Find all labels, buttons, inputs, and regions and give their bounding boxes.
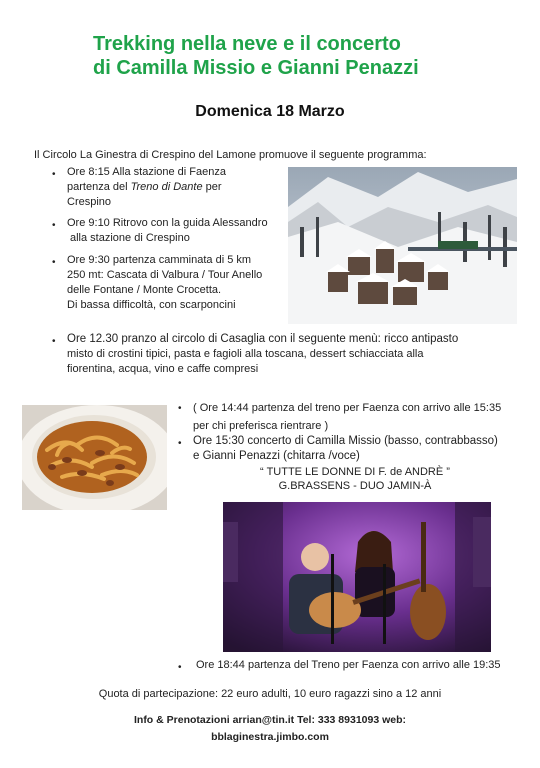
pasta-e-fagioli-photo	[22, 405, 167, 510]
bullet-dot-2: •	[52, 220, 56, 231]
price-info: Quota di partecipazione: 22 euro adulti, 10 euro ragazzi sino a 12 anni	[98, 688, 442, 700]
contact-info: Info & Prenotazioni arrian@tin.it Tel: 333 8931093 web: bblaginestra.jimbo.com	[0, 712, 540, 746]
bullet-dot-4: •	[52, 336, 56, 347]
bullet-dot-1: •	[52, 169, 56, 180]
bullet-dot-3: •	[52, 257, 56, 268]
bullet-dot-7: •	[178, 662, 182, 673]
website-link[interactable]: bblaginestra.jimbo.com	[211, 731, 329, 743]
program-item-3: Ore 9:30 partenza camminata di 5 km 250 mt: Cascata di Valbura / Tour Anello delle Fontane / Monte Crocetta. Di bassa difficoltà, con scarponcini	[67, 254, 263, 311]
page-title	[93, 32, 419, 80]
bullet-dot-6: •	[178, 438, 182, 449]
concert-duo-photo	[223, 502, 491, 652]
event-date: Domenica 18 Marzo	[195, 103, 345, 120]
program-item-4: Ore 12.30 pranzo al circolo di Casaglia con il seguente menù: ricco antipasto misto di crostini tipici, pasta e fagioli alla toscana, dessert schiacciata alla fiorentina, acqua, vino e caffe compresi	[67, 333, 459, 375]
title-line-2: di Camilla Missio e Gianni Penazzi	[93, 57, 419, 79]
title-line-1: Trekking nella neve e il concerto	[93, 33, 401, 55]
program-item-5: ( Ore 14:44 partenza del treno per Faenza con arrivo alle 15:35 per chi preferisca rientrare )	[193, 402, 502, 432]
concert-title: “ TUTTE LE DONNE DI F. de ANDRÈ ” G.BRASSENS - DUO JAMIN-À	[260, 466, 450, 492]
program-item-2: Ore 9:10 Ritrovo con la guida Alessandro alla stazione di Crespino	[67, 217, 268, 244]
program-item-6: Ore 15:30 concerto di Camilla Missio (basso, contrabbasso) e Gianni Penazzi (chitarra /voce)	[193, 435, 498, 462]
program-item-1: Ore 8:15 Alla stazione di Faenza partenza del Treno di Dante per Crespino	[67, 166, 226, 208]
bullet-dot-5: •	[178, 403, 182, 414]
snowy-village-photo	[288, 167, 517, 324]
program-item-7: Ore 18:44 partenza del Treno per Faenza con arrivo alle 19:35	[196, 659, 501, 671]
intro-text: Il Circolo La Ginestra di Crespino del Lamone promuove il seguente programma:	[34, 149, 427, 161]
